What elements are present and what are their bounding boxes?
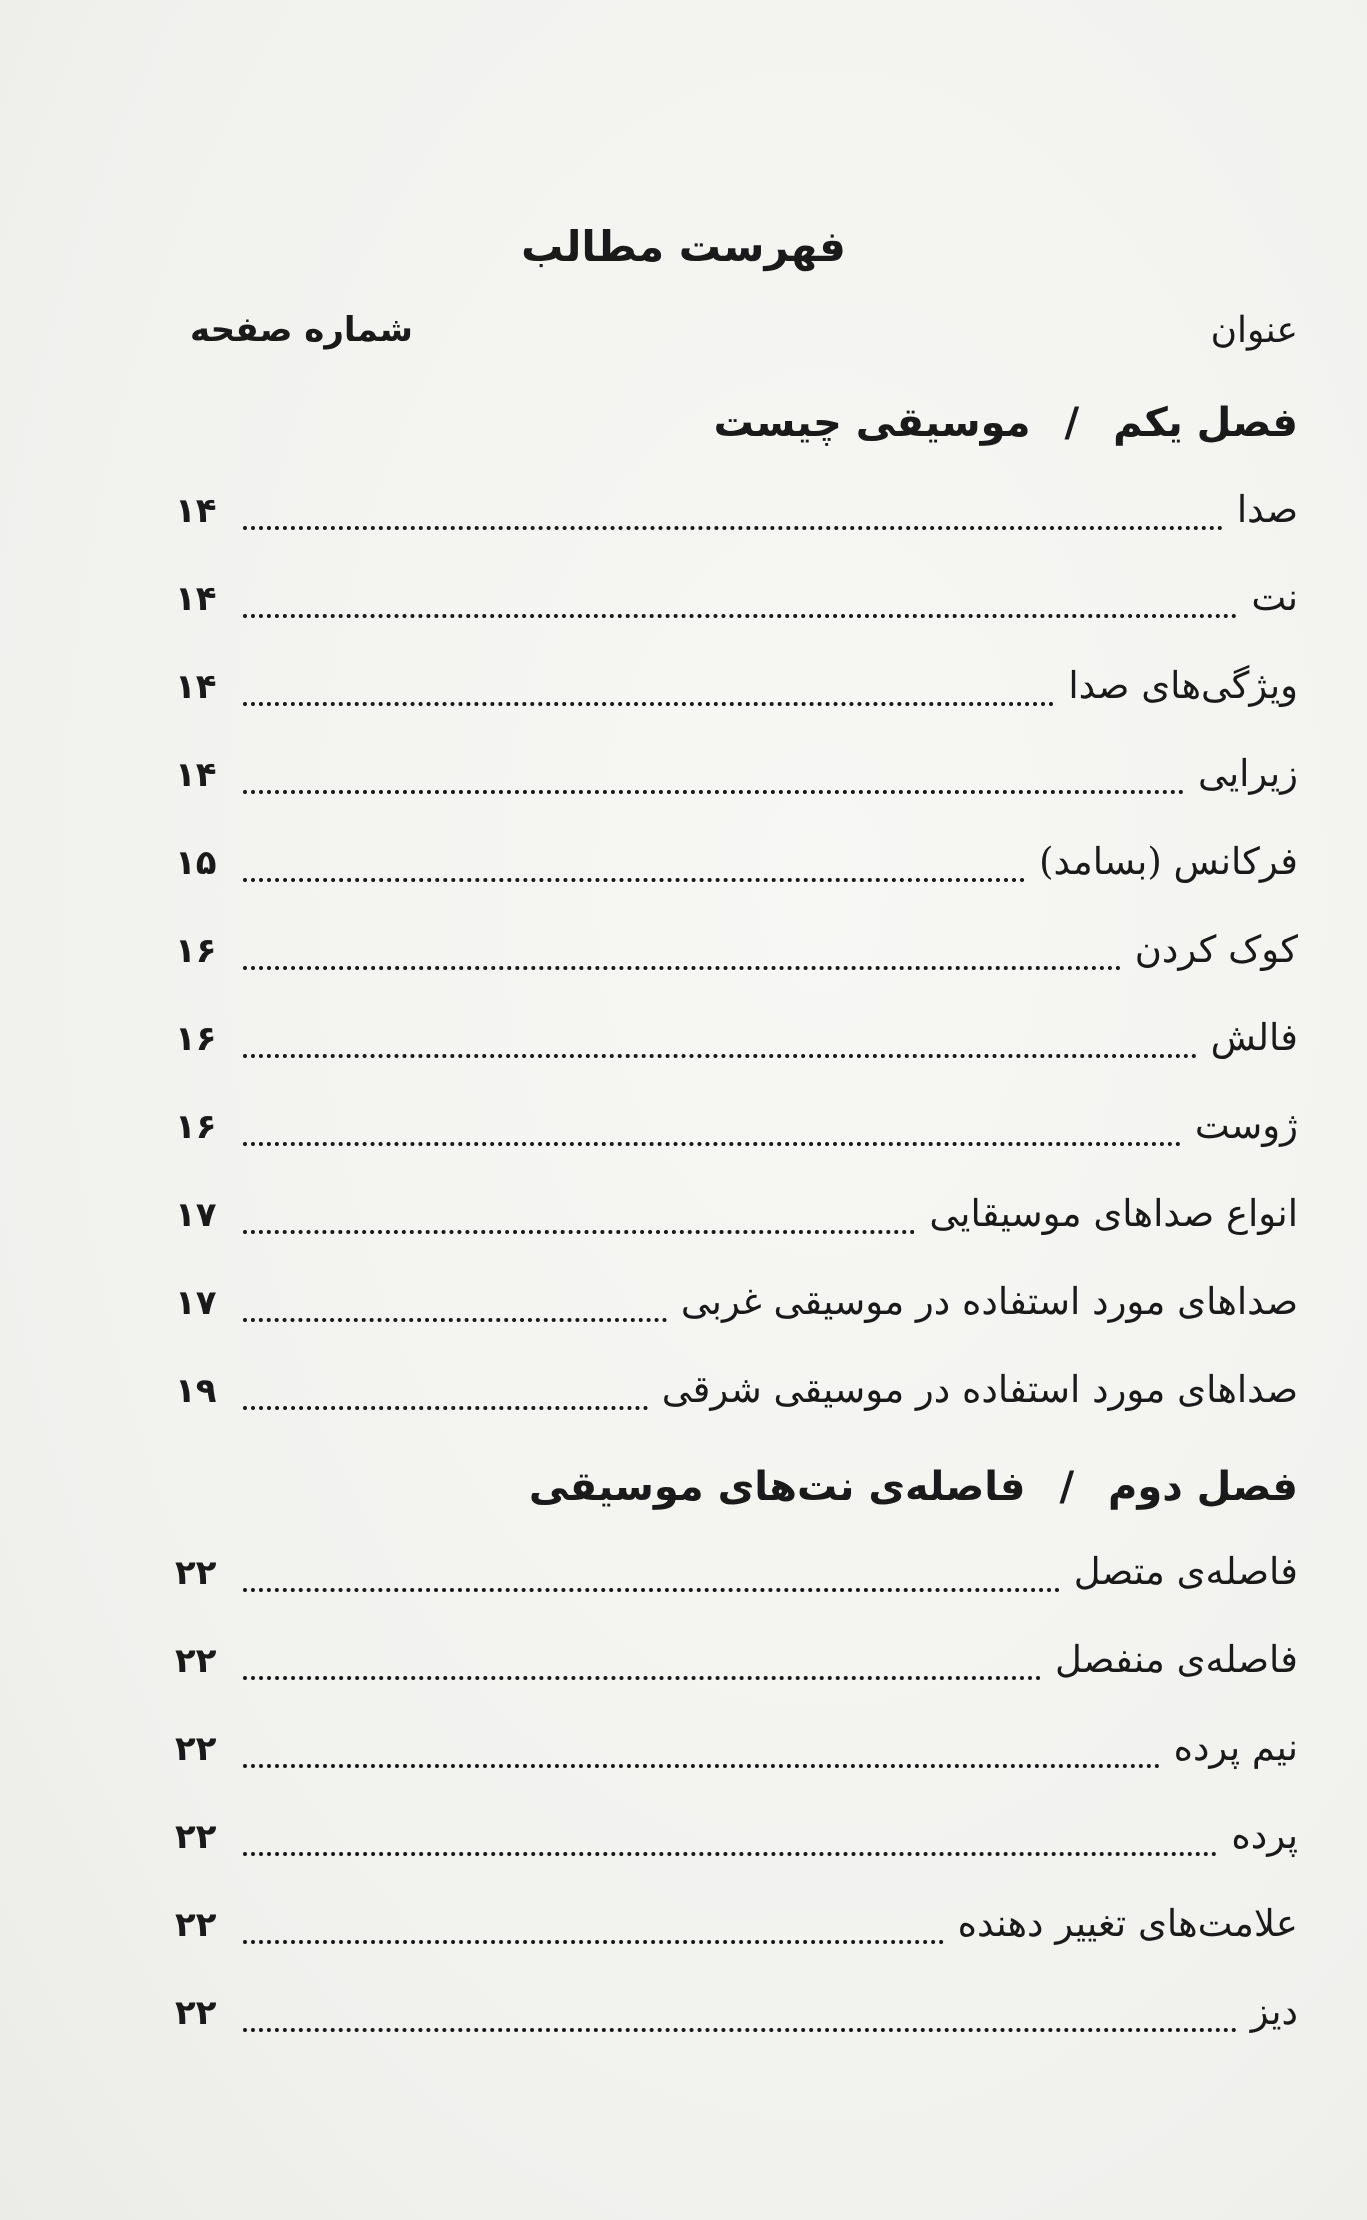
toc-entry[interactable]	[175, 1638, 1298, 1698]
entry-label: صداهای مورد استفاده در موسیقی غربی	[680, 1280, 1298, 1323]
page-number-column-label: شماره صفحه	[190, 310, 413, 350]
toc-entry[interactable]	[175, 1192, 1298, 1252]
chapter-subject: فاصله‌ی نت‌های موسیقی	[528, 1464, 1026, 1510]
dot-leader	[243, 1318, 667, 1322]
entry-page-number: ۱۷	[175, 1195, 217, 1235]
toc-entry[interactable]	[175, 1280, 1298, 1340]
entry-label: فاصله‌ی منفصل	[1055, 1638, 1298, 1681]
dot-leader	[243, 1406, 648, 1410]
dot-leader	[243, 1588, 1060, 1592]
column-header-row	[190, 310, 1298, 370]
entry-label: نیم پرده	[1173, 1726, 1298, 1769]
entry-page-number: ۱۶	[175, 1019, 217, 1059]
dot-leader	[243, 1764, 1160, 1768]
dot-leader	[243, 526, 1223, 530]
chapter-heading	[398, 400, 1298, 460]
dot-leader	[243, 614, 1237, 618]
entry-label: دیز	[1250, 1990, 1298, 2033]
chapter-separator: /	[1064, 400, 1080, 446]
chapter-name: فصل دوم	[1108, 1464, 1298, 1510]
entry-page-number: ۲۲	[175, 1729, 217, 1769]
chapter-heading	[398, 1464, 1298, 1524]
dot-leader	[243, 966, 1121, 970]
entry-page-number: ۱۴	[175, 579, 217, 619]
dot-leader	[243, 1054, 1197, 1058]
entry-label: فاصله‌ی متصل	[1073, 1550, 1298, 1593]
entry-page-number: ۱۴	[175, 755, 217, 795]
toc-entry[interactable]	[175, 1990, 1298, 2050]
entry-label: کوک کردن	[1134, 928, 1298, 971]
toc-entry[interactable]	[175, 1902, 1298, 1962]
entry-label: فالش	[1210, 1016, 1298, 1059]
toc-entry[interactable]	[175, 1368, 1298, 1428]
entry-page-number: ۱۶	[175, 931, 217, 971]
entry-label: پرده	[1231, 1814, 1298, 1857]
dot-leader	[243, 1676, 1041, 1680]
toc-entry[interactable]	[175, 928, 1298, 988]
toc-entry[interactable]	[175, 752, 1298, 812]
entry-label: علامت‌های تغییر دهنده	[957, 1902, 1298, 1945]
entry-page-number: ۱۴	[175, 667, 217, 707]
chapter-name: فصل یکم	[1113, 400, 1298, 446]
entry-page-number: ۲۲	[175, 1905, 217, 1945]
entry-page-number: ۲۲	[175, 1817, 217, 1857]
entry-page-number: ۲۲	[175, 1553, 217, 1593]
chapter-separator: /	[1059, 1464, 1075, 1510]
toc-entry[interactable]	[175, 1104, 1298, 1164]
entry-label: نت	[1251, 576, 1298, 619]
toc-entry[interactable]	[175, 488, 1298, 548]
toc-entry[interactable]	[175, 1550, 1298, 1610]
entry-label: ژوست	[1194, 1104, 1298, 1147]
entry-label: ویژگی‌های صدا	[1068, 664, 1298, 707]
subject-column-label: عنوان	[1210, 310, 1298, 351]
toc-entry[interactable]	[175, 1016, 1298, 1076]
dot-leader	[243, 1142, 1181, 1146]
entry-page-number: ۲۲	[175, 1641, 217, 1681]
entry-label: صدا	[1236, 488, 1298, 531]
entry-page-number: ۱۹	[175, 1371, 217, 1411]
entry-page-number: ۱۶	[175, 1107, 217, 1147]
entry-label: زیرایی	[1198, 752, 1298, 795]
toc-entry[interactable]	[175, 1814, 1298, 1874]
dot-leader	[243, 790, 1184, 794]
entry-label: صداهای مورد استفاده در موسیقی شرقی	[661, 1368, 1298, 1411]
toc-entry[interactable]	[175, 840, 1298, 900]
page-title: فهرست مطالب	[521, 222, 846, 271]
entry-label: انواع صداهای موسیقایی	[929, 1192, 1298, 1235]
toc-entry[interactable]	[175, 664, 1298, 724]
entry-label: فرکانس (بسامد)	[1039, 840, 1298, 883]
dot-leader	[243, 1852, 1217, 1856]
entry-page-number: ۱۷	[175, 1283, 217, 1323]
dot-leader	[243, 1230, 915, 1234]
dot-leader	[243, 2028, 1237, 2032]
toc-entry[interactable]	[175, 576, 1298, 636]
toc-entry[interactable]	[175, 1726, 1298, 1786]
dot-leader	[243, 702, 1054, 706]
dot-leader	[243, 878, 1025, 882]
entry-page-number: ۱۴	[175, 491, 217, 531]
entry-page-number: ۱۵	[175, 843, 217, 883]
dot-leader	[243, 1940, 944, 1944]
chapter-subject: موسیقی چیست	[713, 400, 1031, 446]
entry-page-number: ۲۲	[175, 1993, 217, 2033]
